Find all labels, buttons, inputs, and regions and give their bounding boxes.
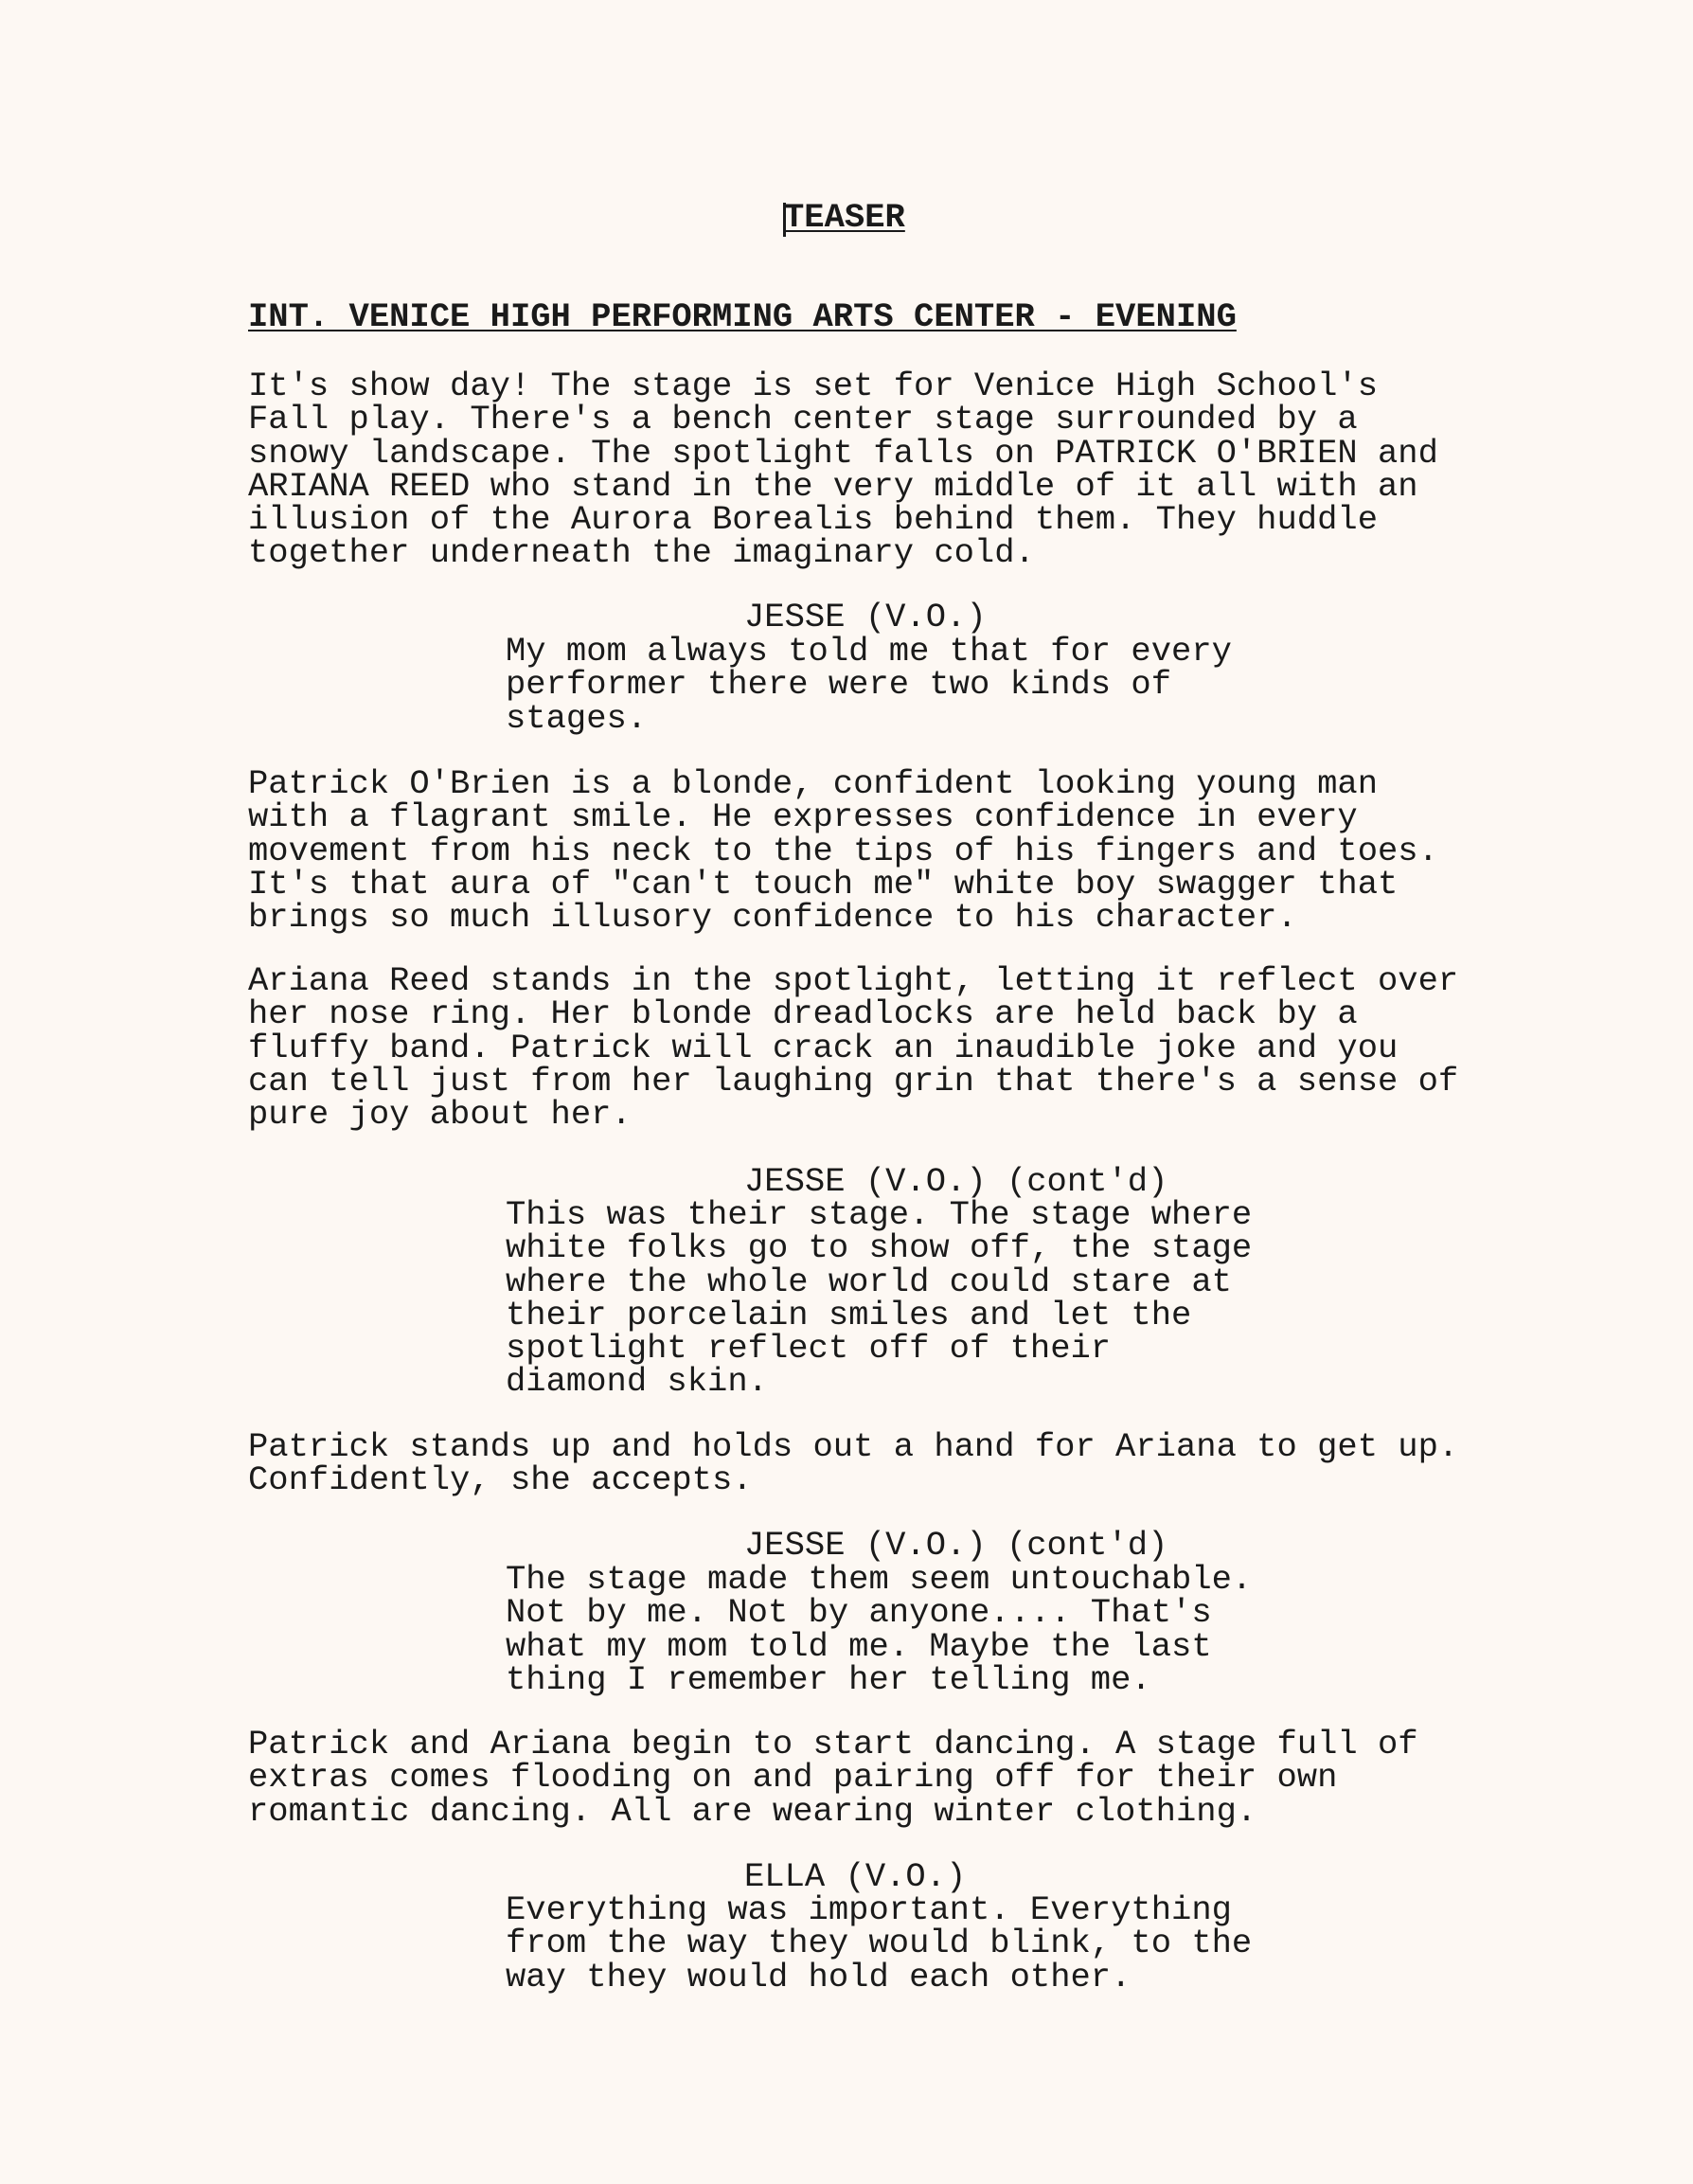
action-paragraph: Patrick stands up and holds out a hand for Ariana to get up. Confidently, she accepts. <box>248 1427 1459 1500</box>
character-cue: JESSE (V.O.) (cont'd) <box>744 1162 1168 1201</box>
scene-heading: INT. VENICE HIGH PERFORMING ARTS CENTER - EVENING <box>248 297 1237 336</box>
dialogue: The stage made them seem untouchable. Not by me. Not by anyone.... That's what my mom told me. Maybe the last thing I remember her telling me. <box>506 1560 1253 1699</box>
action-paragraph: It's show day! The stage is set for Venice High School's Fall play. There's a bench center stage surrounded by a snowy landscape. The spotlight falls on PATRICK O'BRIEN and ARIANA REED who stand in the very middle of it all with an illusion of the Aurora Borealis behind them. They huddle together underneath the imaginary cold. <box>248 367 1438 573</box>
action-paragraph: Patrick and Ariana begin to start dancing. A stage full of extras comes flooding on and pairing off for their own romantic dancing. All are wearing winter clothing. <box>248 1725 1418 1831</box>
action-paragraph: Patrick O'Brien is a blonde, confident looking young man with a flagrant smile. He expresses confidence in every movement from his neck to the tips of his fingers and toes. It's that aura of "can't touch me" white boy swagger that brings so much illusory confidence to his character. <box>248 764 1438 938</box>
act-heading: TEASER <box>784 198 905 237</box>
dialogue: My mom always told me that for every performer there were two kinds of stages. <box>506 632 1232 738</box>
character-cue: JESSE (V.O.) (cont'd) <box>744 1526 1168 1565</box>
dialogue: Everything was important. Everything from the way they would blink, to the way they would hold each other. <box>506 1890 1253 1996</box>
character-cue: ELLA (V.O.) <box>744 1857 967 1896</box>
character-cue: JESSE (V.O.) <box>744 598 987 636</box>
action-paragraph: Ariana Reed stands in the spotlight, letting it reflect over her nose ring. Her blonde dreadlocks are held back by a fluffy band. Patrick will crack an inaudible joke and you can tell just from her laughing grin that there's a sense of pure joy about her. <box>248 961 1459 1135</box>
dialogue: This was their stage. The stage where white folks go to show off, the stage where the whole world could stare at their porcelain smiles and let the spotlight reflect off of their diamond skin. <box>506 1195 1253 1402</box>
